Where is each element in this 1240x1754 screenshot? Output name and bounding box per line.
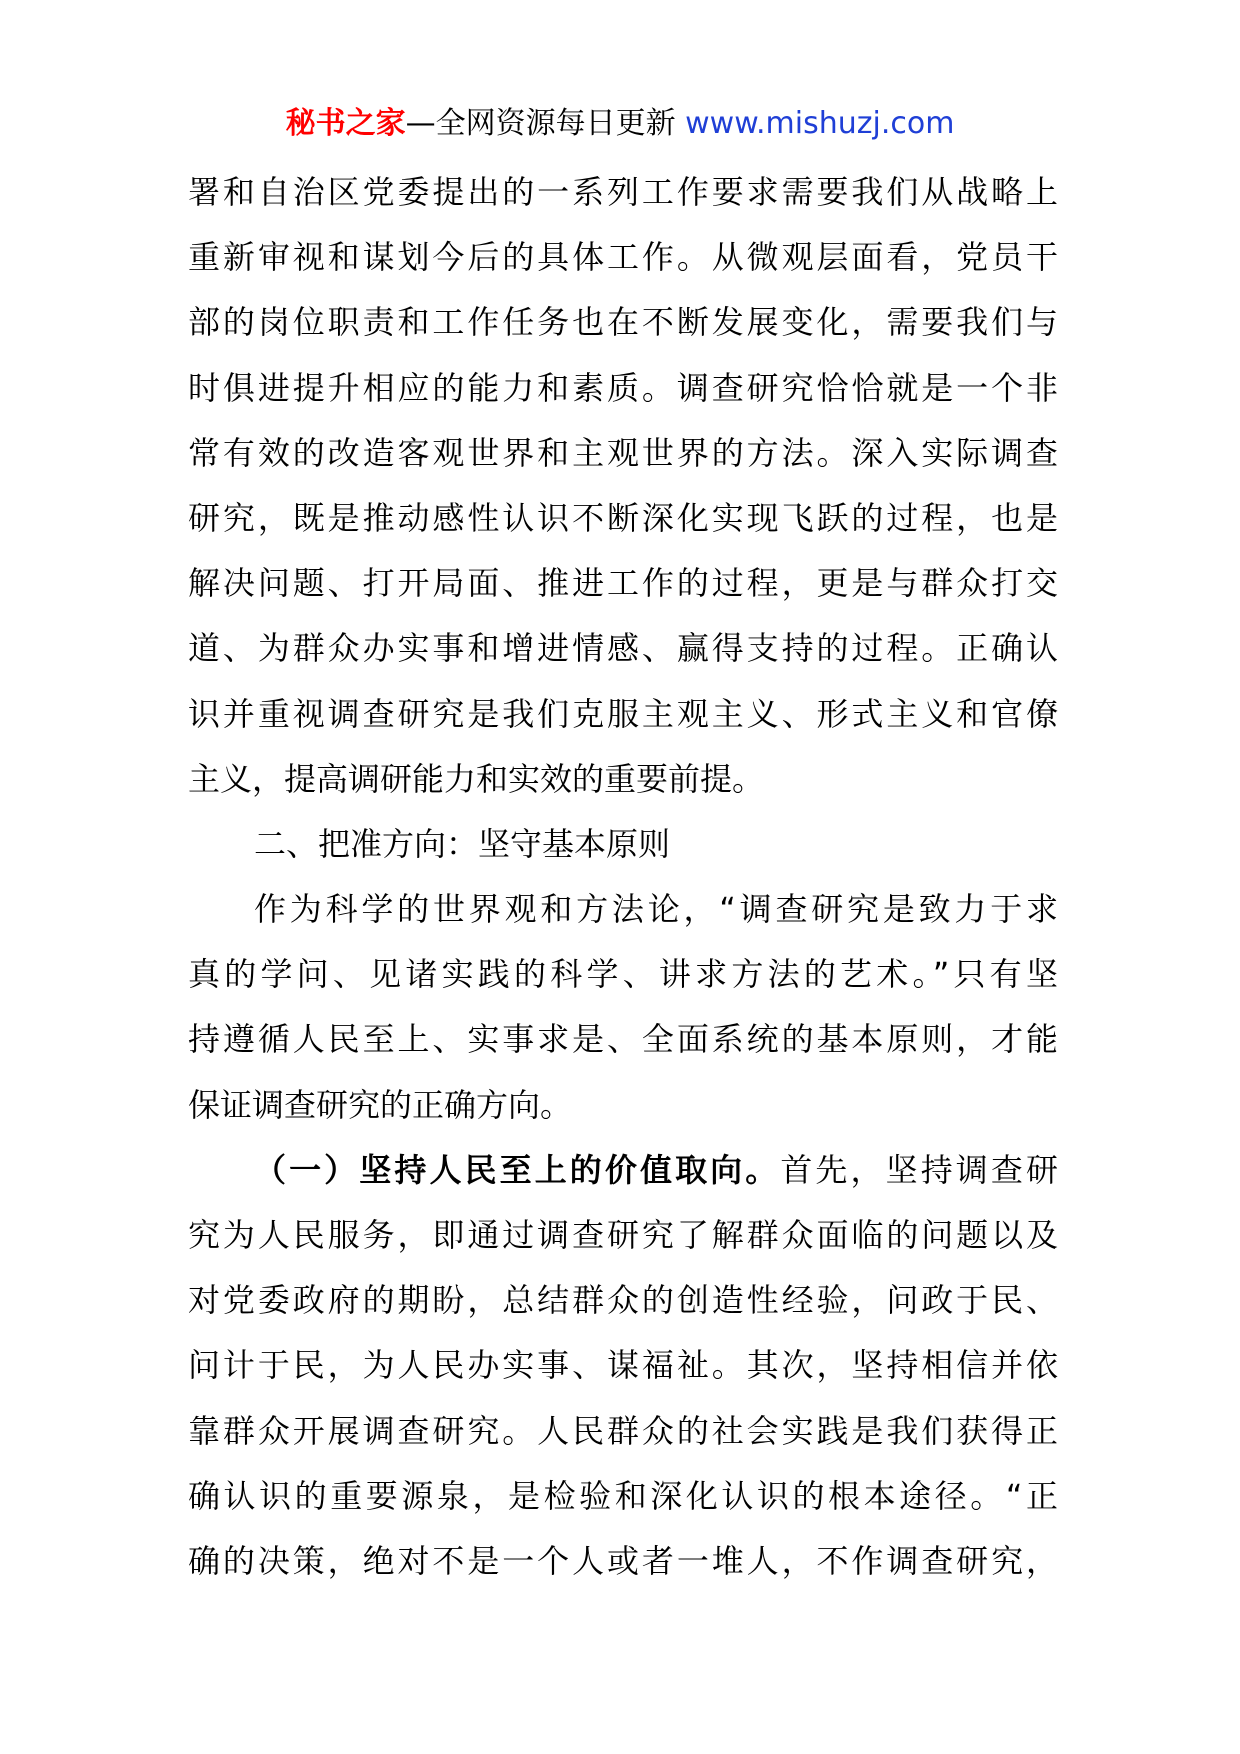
text-line: 作为科学的世界观和方法论，“调查研究是致力于求	[254, 890, 1058, 929]
text-line: 真的学问、见诸实践的科学、讲求方法的艺术。”只有坚	[188, 955, 1058, 994]
text-line: 识并重视调查研究是我们克服主观主义、形式主义和官僚	[188, 694, 1058, 733]
document-body	[188, 160, 1058, 1594]
text-run: 首先，坚持调查研	[780, 1150, 1058, 1189]
text-line: 常有效的改造客观世界和主观世界的方法。深入实际调查	[188, 433, 1058, 472]
text-line: 究为人民服务，即通过调查研究了解群众面临的问题以及	[188, 1216, 1058, 1254]
text-line: 保证调查研究的正确方向。	[188, 1085, 573, 1124]
header-tagline: —全网资源每日更新	[405, 106, 676, 141]
text-line: 部的岗位职责和工作任务也在不断发展变化，需要我们与	[188, 303, 1058, 342]
text-line: 署和自治区党委提出的一系列工作要求需要我们从战略上	[188, 173, 1058, 211]
text-line: 确认识的重要源泉，是检验和深化认识的根本途径。“正	[188, 1476, 1058, 1515]
text-line: 确的决策，绝对不是一个人或者一堆人，不作调查研究，	[188, 1541, 1058, 1580]
text-line: 靠群众开展调查研究。人民群众的社会实践是我们获得正	[188, 1411, 1058, 1450]
page-header	[0, 100, 1240, 148]
text-line: 研究，既是推动感性认识不断深化实现飞跃的过程，也是	[188, 498, 1058, 537]
text-line: 持遵循人民至上、实事求是、全面系统的基本原则，才能	[188, 1020, 1058, 1059]
site-url: www.mishuzj.com	[685, 106, 955, 141]
text-line: 对党委政府的期盼，总结群众的创造性经验，问政于民、	[188, 1281, 1058, 1320]
section-heading: 二、把准方向：坚守基本原则	[254, 824, 671, 863]
text-line: 问计于民，为人民办实事、谋福祉。其次，坚持相信并依	[188, 1346, 1058, 1385]
brand-name: 秘书之家	[285, 106, 406, 141]
text-line: 主义，提高调研能力和实效的重要前提。	[188, 759, 765, 798]
text-line: 道、为群众办实事和增进情感、赢得支持的过程。正确认	[188, 629, 1058, 668]
text-line: 重新审视和谋划今后的具体工作。从微观层面看，党员干	[188, 238, 1058, 277]
text-line: 时俱进提升相应的能力和素质。调查研究恰恰就是一个非	[188, 368, 1058, 407]
subheading-line	[188, 1138, 1058, 1203]
subheading: （一）坚持人民至上的价值取向。	[254, 1150, 781, 1189]
text-line: 解决问题、打开局面、推进工作的过程，更是与群众打交	[188, 564, 1058, 603]
